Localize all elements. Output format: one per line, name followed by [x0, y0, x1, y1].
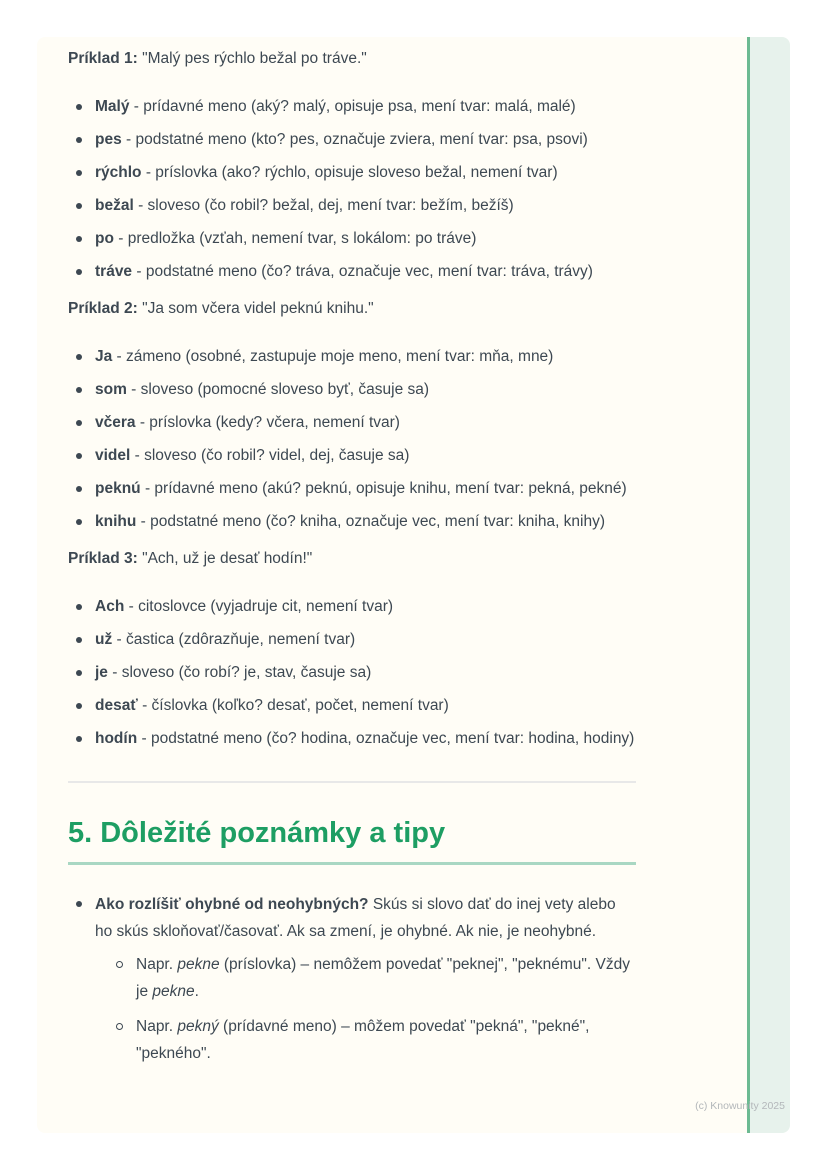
bullet-icon [76, 637, 82, 643]
example-word: videl [95, 447, 131, 464]
section-title: 5. Dôležité poznámky a tipy [68, 817, 636, 865]
example-word-item [76, 95, 636, 119]
example-desc: - príslovka (kedy? včera, nemení tvar) [135, 414, 400, 431]
example-desc: - prídavné meno (aký? malý, opisuje psa, mení tvar: malá, malé) [129, 98, 576, 115]
bullet-icon [76, 901, 82, 907]
example-word-item [76, 227, 636, 251]
example-desc: - sloveso (čo robí? je, stav, časuje sa) [107, 664, 372, 681]
example-desc: - príslovka (ako? rýchlo, opisuje sloveso bežal, nemení tvar) [141, 164, 558, 181]
example-word: už [95, 631, 113, 648]
example-label: Príklad 1: [68, 50, 138, 67]
example-word-item [76, 661, 636, 685]
example-word-item [76, 260, 636, 284]
example-word-item [76, 345, 636, 369]
example-heading [68, 47, 636, 71]
bullet-icon [76, 670, 82, 676]
bullet-icon [76, 387, 82, 393]
example-word: Ach [95, 598, 125, 615]
example-word: po [95, 230, 114, 247]
note-subitem-text: . [194, 983, 199, 1000]
example-word-item [76, 378, 636, 402]
examples-section [68, 47, 636, 751]
example-desc: - predložka (vzťah, nemení tvar, s lokálom: po tráve) [113, 230, 477, 247]
example-word: knihu [95, 513, 137, 530]
note-sublist [95, 951, 636, 1067]
example-list [68, 345, 636, 534]
example-desc: - citoslovce (vyjadruje cit, nemení tvar) [124, 598, 394, 615]
bullet-icon [76, 104, 82, 110]
example-word-item [76, 161, 636, 185]
example-word-item [76, 628, 636, 652]
example-word-item [76, 477, 636, 501]
example-desc: - podstatné meno (čo? kniha, označuje vec, mení tvar: kniha, knihy) [136, 513, 606, 530]
note-subitem-text: Napr. [136, 956, 178, 973]
example-word-item [76, 595, 636, 619]
example-word-item [76, 194, 636, 218]
example-word: bežal [95, 197, 134, 214]
example-desc: - podstatné meno (kto? pes, označuje zviera, mení tvar: psa, psovi) [121, 131, 588, 148]
page-content [68, 47, 636, 1077]
circle-bullet-icon [116, 1023, 123, 1030]
section-divider [68, 781, 636, 783]
document-page [37, 37, 790, 1133]
bullet-icon [76, 137, 82, 143]
bullet-icon [76, 703, 82, 709]
note-lead: Ako rozlíšiť ohybné od neohybných? [95, 896, 369, 913]
note-subitem-text: (príslovka) – nemôžem povedať "peknej", "peknému". Vždy je [136, 956, 630, 1000]
page-edge-strip [747, 37, 790, 1133]
example-word: Malý [95, 98, 130, 115]
example-word-item [76, 128, 636, 152]
bullet-icon [76, 269, 82, 275]
bullet-icon [76, 236, 82, 242]
example-word: rýchlo [95, 164, 142, 181]
example-word: desať [95, 697, 138, 714]
example-heading [68, 297, 636, 321]
bullet-icon [76, 519, 82, 525]
example-label: Príklad 3: [68, 550, 138, 567]
bullet-icon [76, 736, 82, 742]
example-label: Príklad 2: [68, 300, 138, 317]
bullet-icon [76, 354, 82, 360]
example-word-item [76, 444, 636, 468]
example-desc: - prídavné meno (akú? peknú, opisuje knihu, mení tvar: pekná, pekné) [140, 480, 627, 497]
circle-bullet-icon [116, 961, 123, 968]
example-sentence: "Ja som včera videl peknú knihu." [137, 300, 374, 317]
bullet-icon [76, 420, 82, 426]
example-word: je [95, 664, 108, 681]
bullet-icon [76, 170, 82, 176]
notes-list [68, 891, 636, 1067]
example-list [68, 95, 636, 284]
example-word-item [76, 510, 636, 534]
example-word: som [95, 381, 127, 398]
note-subitem-text: Napr. [136, 1018, 178, 1035]
example-list [68, 595, 636, 751]
example-desc: - podstatné meno (čo? hodina, označuje vec, mení tvar: hodina, hodiny) [137, 730, 635, 747]
example-word-item [76, 694, 636, 718]
example-desc: - číslovka (koľko? desať, počet, nemení tvar) [137, 697, 449, 714]
note-subitem-text: pekne [152, 983, 195, 1000]
example-desc: - sloveso (čo robil? videl, dej, časuje sa) [130, 447, 410, 464]
note-subitem-text: pekný [177, 1018, 219, 1035]
footer-copyright: (c) Knowunity 2025 [695, 1100, 785, 1112]
example-word: Ja [95, 348, 113, 365]
note-item [76, 891, 636, 1067]
bullet-icon [76, 604, 82, 610]
example-desc: - sloveso (pomocné sloveso byť, časuje sa) [126, 381, 430, 398]
example-word: hodín [95, 730, 138, 747]
example-desc: - podstatné meno (čo? tráva, označuje vec, mení tvar: tráva, trávy) [132, 263, 593, 280]
example-heading [68, 547, 636, 571]
note-subitem-text: (prídavné meno) – môžem povedať "pekná", "pekné", "pekného". [136, 1018, 590, 1062]
bullet-icon [76, 453, 82, 459]
example-desc: - zámeno (osobné, zastupuje moje meno, mení tvar: mňa, mne) [112, 348, 554, 365]
example-word: pes [95, 131, 122, 148]
example-sentence: "Ach, už je desať hodín!" [137, 550, 313, 567]
example-word-item [76, 411, 636, 435]
note-subitem [116, 1013, 636, 1067]
note-subitem [116, 951, 636, 1005]
example-word: tráve [95, 263, 133, 280]
example-word: včera [95, 414, 136, 431]
bullet-icon [76, 203, 82, 209]
example-desc: - sloveso (čo robil? bežal, dej, mení tvar: bežím, bežíš) [133, 197, 514, 214]
example-word-item [76, 727, 636, 751]
note-text: Skús si slovo dať do inej vety alebo ho skús skloňovať/časovať. Ak sa zmení, je ohybné. Ak nie, je neohybné. [95, 896, 616, 940]
bullet-icon [76, 486, 82, 492]
example-desc: - častica (zdôrazňuje, nemení tvar) [112, 631, 356, 648]
example-sentence: "Malý pes rýchlo bežal po tráve." [137, 50, 367, 67]
example-word: peknú [95, 480, 141, 497]
note-subitem-text: pekne [177, 956, 220, 973]
